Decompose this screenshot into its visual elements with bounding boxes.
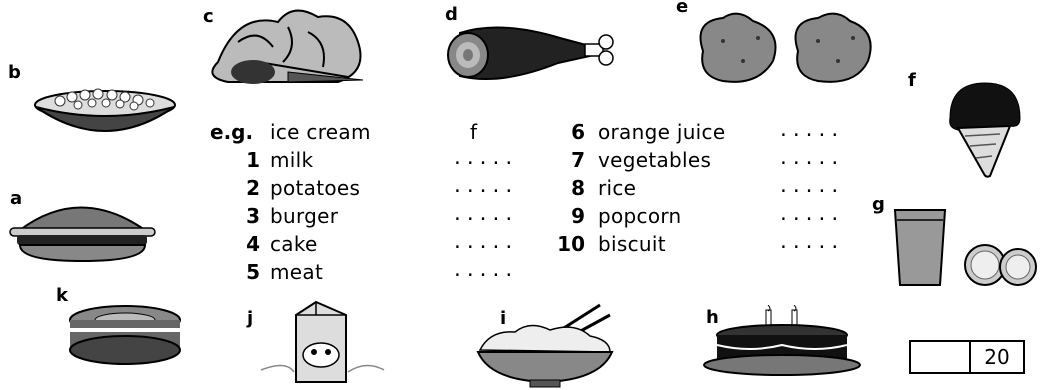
answer-blank[interactable]: ..... <box>452 260 517 281</box>
example-answer: f <box>470 120 478 144</box>
meat-image <box>440 18 620 88</box>
burger-image <box>5 195 160 265</box>
picture-label-g: g <box>872 194 885 215</box>
answer-blank[interactable]: ..... <box>452 148 517 169</box>
milk-carton-image <box>256 300 386 388</box>
picture-label-c: c <box>203 6 214 27</box>
item-number: 10 <box>557 232 585 256</box>
item-number: 1 <box>246 148 260 172</box>
item-number: 5 <box>246 260 260 284</box>
item-word: vegetables <box>598 148 712 172</box>
rice-bowl-image <box>470 300 620 390</box>
item-word: cake <box>270 232 318 256</box>
answer-blank[interactable]: ..... <box>452 204 517 225</box>
item-word: popcorn <box>598 204 682 228</box>
item-word: biscuit <box>598 232 666 256</box>
answer-blank[interactable]: ..... <box>778 148 843 169</box>
popcorn-bowl-image <box>30 85 180 140</box>
score-total: 20 <box>984 345 1010 369</box>
ice-cream-image <box>940 78 1030 178</box>
picture-label-d: d <box>445 4 458 25</box>
item-number: 2 <box>246 176 260 200</box>
cake-image <box>700 305 870 385</box>
item-number: 6 <box>571 120 585 144</box>
picture-label-j: j <box>247 308 254 329</box>
answer-blank[interactable]: ..... <box>778 204 843 225</box>
item-word: milk <box>270 148 314 172</box>
picture-label-f: f <box>908 70 916 91</box>
orange-juice-image <box>890 205 1040 290</box>
item-number: 3 <box>246 204 260 228</box>
item-word: burger <box>270 204 339 228</box>
picture-label-h: h <box>706 307 719 328</box>
picture-label-b: b <box>8 62 21 83</box>
item-word: rice <box>598 176 637 200</box>
example-word: ice cream <box>270 120 371 144</box>
item-word: potatoes <box>270 176 361 200</box>
answer-blank[interactable]: ..... <box>452 176 517 197</box>
picture-label-i: i <box>500 308 507 329</box>
picture-label-a: a <box>10 188 23 209</box>
answer-blank[interactable]: ..... <box>452 232 517 253</box>
biscuit-image <box>55 300 195 370</box>
item-number: 4 <box>246 232 260 256</box>
item-number: 9 <box>571 204 585 228</box>
score-input[interactable] <box>911 342 971 372</box>
item-number: 7 <box>571 148 585 172</box>
picture-label-e: e <box>676 0 689 17</box>
example-label: e.g. <box>210 120 254 144</box>
item-word: meat <box>270 260 324 284</box>
picture-label-k: k <box>56 285 68 306</box>
item-number: 8 <box>571 176 585 200</box>
answer-blank[interactable]: ..... <box>778 232 843 253</box>
answer-blank[interactable]: ..... <box>778 120 843 141</box>
vegetables-image <box>198 2 373 92</box>
item-word: orange juice <box>598 120 726 144</box>
answer-blank[interactable]: ..... <box>778 176 843 197</box>
score-box <box>909 340 1025 374</box>
potatoes-image <box>688 6 888 86</box>
